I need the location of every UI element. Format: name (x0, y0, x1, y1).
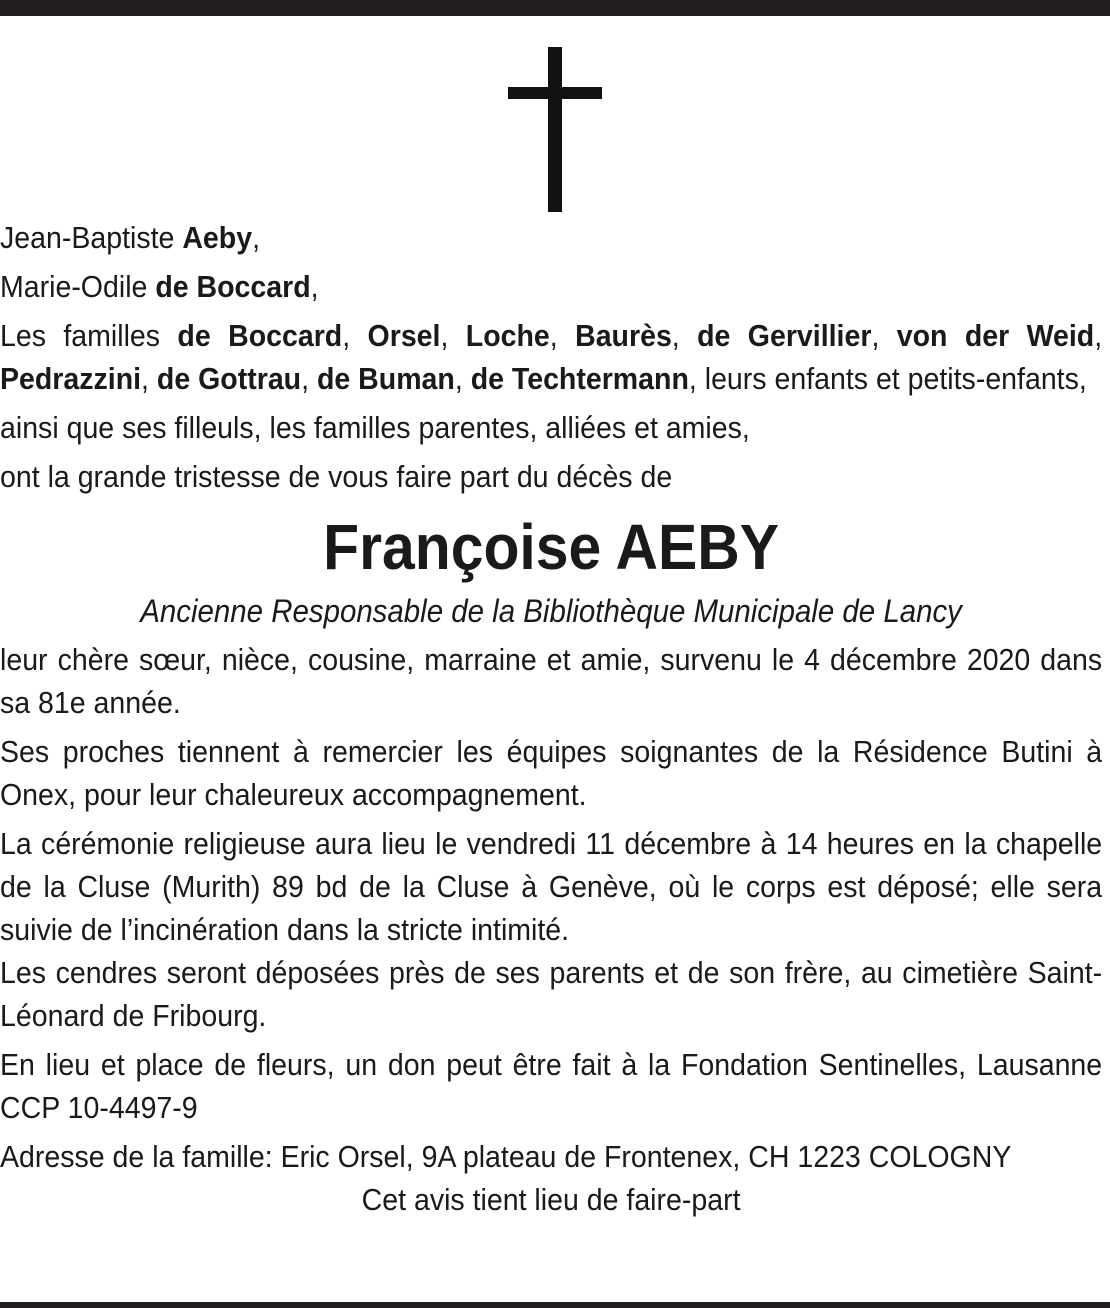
top-border (0, 0, 1110, 16)
last-name: Aeby (182, 220, 253, 255)
deceased-title: Ancienne Responsable de la Bibliothèque Municipale de Lancy (140, 593, 962, 629)
families-suffix: , leurs enfants et petits-enfants, (688, 361, 1087, 396)
ceremony-paragraph: La cérémonie religieuse aura lieu le vendredi 11 décembre à 14 heures en la chapelle de la Cluse (Murith) 89 bd de la Cluse à Genève, où le corps est déposé; elle sera suivie de l’incinération dans la stricte intimité. (0, 826, 1103, 947)
last-name: de Boccard (155, 269, 311, 304)
family-name: de Buman (316, 361, 455, 396)
family-name: Orsel (367, 318, 441, 353)
family-name: de Techtermann (470, 361, 689, 396)
obituary-text (0, 216, 1102, 1221)
family-name: Baurès (575, 318, 672, 353)
relation-paragraph: leur chère sœur, nièce, cousine, marraine et amie, survenu le 4 décembre 2020 dans sa 81e année. (0, 642, 1103, 720)
first-name: Marie-Odile (0, 269, 148, 304)
mourner-line-2 (0, 265, 1102, 308)
thanks-paragraph: Ses proches tiennent à remercier les équipes soignantes de la Résidence Butini à Onex, pour leur chaleureux accompagnement. (0, 734, 1103, 812)
announce-line: ont la grande tristesse de vous faire part du décès de (0, 459, 673, 494)
bottom-border (0, 1302, 1110, 1308)
closing-line: Cet avis tient lieu de faire-part (361, 1182, 741, 1217)
family-name: de Gervillier (697, 318, 872, 353)
family-name: von der Weid (896, 318, 1095, 353)
friends-line: ainsi que ses filleuls, les familles parentes, alliées et amies, (0, 410, 750, 445)
family-name: Loche (465, 318, 550, 353)
families-paragraph: Les familles de Boccard, Orsel, Loche, Baurès, de Gervillier, von der Weid, Pedrazzini, de Gottrau, de Buman, de Techtermann, leurs enfants et petits-enfants, (0, 318, 1103, 396)
donation-paragraph: En lieu et place de fleurs, un don peut être fait à la Fondation Sentinelles, Lausanne CCP 10-4497-9 (0, 1047, 1103, 1125)
first-name: Jean-Baptiste (0, 220, 175, 255)
families-prefix: Les familles (0, 318, 161, 353)
punct: , (310, 269, 319, 304)
punct: , (252, 220, 261, 255)
mourner-line-1 (0, 216, 1102, 259)
family-name: Pedrazzini (0, 361, 142, 396)
cross-icon (508, 47, 602, 212)
deceased-name: Françoise AEBY (323, 511, 780, 583)
family-name: de Boccard (177, 318, 343, 353)
ashes-paragraph: Les cendres seront déposées près de ses parents et de son frère, au cimetière Saint-Léonard de Fribourg. (0, 955, 1103, 1033)
family-name: de Gottrau (156, 361, 302, 396)
family-address: Adresse de la famille: Eric Orsel, 9A plateau de Frontenex, CH 1223 COLOGNY (0, 1139, 1012, 1174)
